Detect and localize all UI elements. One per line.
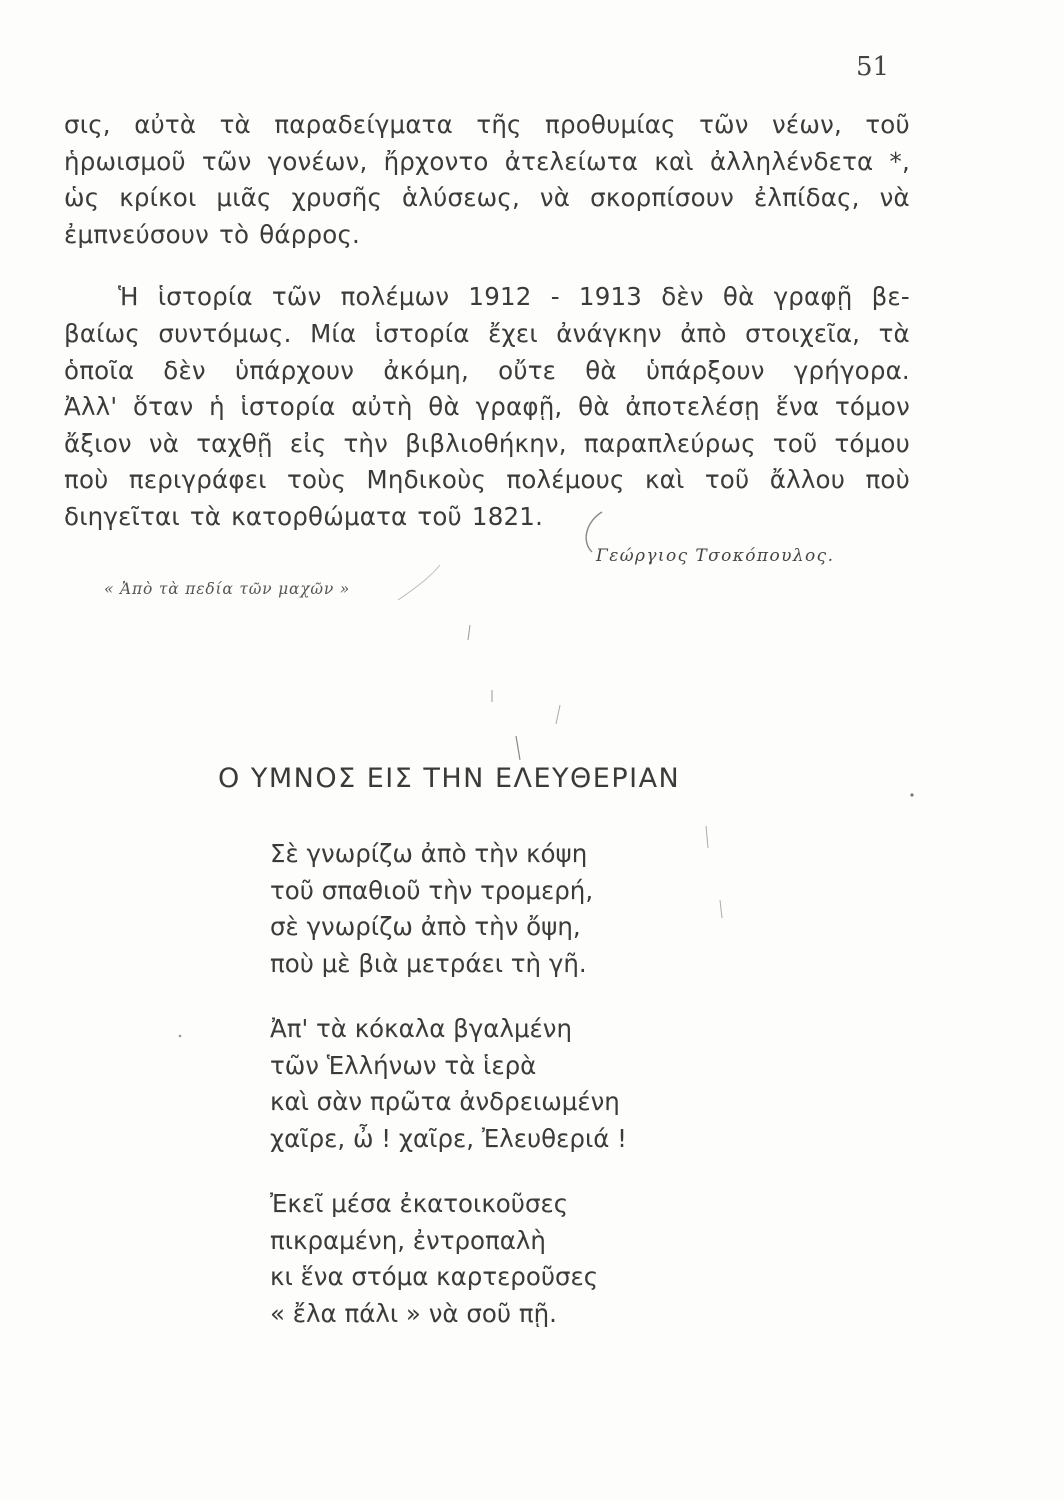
poem-verse: τοῦ σπαθιοῦ τὴν τρομερή, <box>270 875 594 905</box>
word: ἀπὸ <box>680 318 727 348</box>
word: δὲν <box>163 355 206 385</box>
word: τὰ <box>878 318 910 348</box>
word: 1912 <box>468 282 532 312</box>
word: περιγράφει <box>128 465 267 495</box>
word: ὡς <box>64 183 100 213</box>
pencil-stroke <box>516 736 520 760</box>
word: ἀνάγκην <box>556 318 662 348</box>
text-line <box>64 389 910 426</box>
word: βε- <box>871 282 910 312</box>
word: ἡρωισμοῦ <box>64 146 186 176</box>
text-line <box>64 462 910 499</box>
word: προθυμίας <box>545 110 676 139</box>
word: ὅταν <box>133 392 194 422</box>
poem-stanza <box>270 1186 627 1332</box>
poem-verse: Ἐκεῖ μέσα ἐκατοικοῦσες <box>270 1189 569 1218</box>
text-line <box>64 353 910 390</box>
poem-stanza <box>270 1011 627 1157</box>
pencil-stroke <box>556 705 560 724</box>
text-line <box>64 316 910 353</box>
word: γραφῇ, <box>475 392 563 422</box>
word: βιβλιοθήκην, <box>405 428 567 458</box>
word: ὑπάρξουν <box>645 355 765 385</box>
pencil-stroke <box>706 826 708 848</box>
word: ἀποτελέσῃ <box>625 392 760 422</box>
word: σις, <box>64 110 111 139</box>
word: ἱστορία <box>240 392 336 422</box>
word: τὴν <box>343 428 389 458</box>
word: στοιχεῖα, <box>745 318 861 348</box>
word: γρήγορα. <box>793 355 910 385</box>
word: ὁποῖα <box>64 355 135 385</box>
word: θὰ <box>722 282 755 312</box>
word: ἄξιον <box>64 428 132 458</box>
text-line <box>64 180 910 217</box>
text-line <box>64 279 910 316</box>
text-line <box>64 217 910 254</box>
word: μιᾶς <box>216 183 272 213</box>
word: νὰ <box>539 183 571 213</box>
word: νὰ <box>148 428 180 458</box>
word: *, <box>889 146 910 176</box>
word: σκορπίσουν <box>590 183 735 213</box>
word: παραδείγματα <box>274 110 453 139</box>
word: τοῦ <box>704 465 750 495</box>
word: - <box>550 282 560 312</box>
word: διηγεῖται <box>64 501 180 531</box>
word: οὔτε <box>498 355 557 385</box>
paragraph-2 <box>64 279 910 535</box>
word: τὰ <box>219 110 251 139</box>
word: πολέμους <box>506 465 625 495</box>
word: θὰ <box>428 392 460 422</box>
author-signature: Γεώργιος Τσοκόπουλος. <box>596 546 835 566</box>
word: ἐμπνεύσουν <box>64 219 210 249</box>
poem-verse: χαῖρε, ὦ ! χαῖρε, Ἐλευθεριά ! <box>270 1123 628 1153</box>
word: Ἀλλ' <box>64 392 118 422</box>
poem-verse: Ἀπ' τὰ κόκαλα βγαλμένη <box>270 1014 573 1043</box>
word: ἀλληλένδετα <box>709 146 874 176</box>
word: γονέων, <box>267 146 368 176</box>
word: ἄλλου <box>769 465 846 495</box>
word: γραφῇ <box>773 282 853 312</box>
page-number: 51 <box>856 52 890 82</box>
word: νὰ <box>879 183 910 213</box>
paragraph-1 <box>64 107 910 253</box>
word: βαίως <box>64 318 140 348</box>
word: νέων, <box>772 110 842 139</box>
word: αὐτὴ <box>351 392 413 422</box>
word: εἰς <box>289 428 327 458</box>
poem <box>270 836 627 1332</box>
text-line <box>64 107 910 144</box>
word: τοῦ <box>417 501 462 531</box>
word: τὰ <box>189 501 222 531</box>
word: χρυσῆς <box>291 183 383 213</box>
source-citation: « Ἀπὸ τὰ πεδία τῶν μαχῶν » <box>104 580 351 598</box>
pencil-stroke <box>468 625 470 640</box>
word: ποὺ <box>865 465 910 495</box>
poem-verse: πικραμένη, ἐντροπαλὴ <box>270 1225 546 1255</box>
word: ἁλύσεως, <box>402 183 520 213</box>
word: θὰ <box>578 392 610 422</box>
word: ἡ <box>209 392 225 422</box>
word: τόμον <box>834 392 910 422</box>
word: κατορθώματα <box>231 501 408 531</box>
word: ἕνα <box>775 392 820 422</box>
text-line <box>64 499 910 536</box>
word: ταχθῇ <box>196 428 273 458</box>
word: τῶν <box>271 282 322 312</box>
poem-verse: καὶ σὰν πρῶτα ἀνδρειωμένη <box>270 1087 620 1116</box>
word: καὶ <box>654 146 694 176</box>
text-line <box>64 144 910 181</box>
pencil-stroke <box>720 900 722 918</box>
word: ἱστορία <box>374 318 470 348</box>
word: δὲν <box>661 282 704 312</box>
word: τῶν <box>201 146 252 176</box>
word: 1821. <box>471 501 544 531</box>
word: ἀτελείωτα <box>504 146 639 176</box>
word: ὑπάρχουν <box>234 355 355 385</box>
text-line <box>64 426 910 463</box>
word: πολέμων <box>340 282 450 312</box>
pencil-stroke <box>398 565 440 600</box>
word: τοῦ <box>865 110 910 139</box>
poem-verse: Σὲ γνωρίζω ἀπὸ τὴν κόψη <box>270 839 588 868</box>
word: τὸ <box>219 219 250 249</box>
poem-verse: ποὺ μὲ βιὰ μετράει τὴ γῆ. <box>270 948 587 978</box>
word: τοῦ <box>772 428 818 458</box>
word: Μία <box>310 318 357 348</box>
poem-verse: κι ἕνα στόμα καρτεροῦσες <box>270 1262 599 1291</box>
word: ἱστορία <box>157 282 253 312</box>
word: ἤρχοντο <box>383 146 489 176</box>
word: 1913 <box>578 282 643 312</box>
word: Ἡ <box>118 282 139 312</box>
word: τῶν <box>699 110 749 139</box>
word: συντόμως. <box>158 318 292 348</box>
prose-text <box>64 107 910 536</box>
word: τῆς <box>476 110 522 139</box>
word: ἐλπίδας, <box>753 183 860 213</box>
word: τόμου <box>834 428 910 458</box>
word: αὐτὰ <box>134 110 197 139</box>
word: κρίκοι <box>119 183 197 213</box>
word: ἔχει <box>488 318 538 348</box>
word: θάρρος. <box>259 219 361 249</box>
word: καὶ <box>645 465 685 495</box>
poem-verse: σὲ γνωρίζω ἀπὸ τὴν ὄψη, <box>270 912 581 941</box>
poem-title: Ο ΥΜΝΟΣ ΕΙΣ ΤΗΝ ΕΛΕΥΘΕΡΙΑΝ <box>218 763 681 794</box>
word: θὰ <box>585 355 617 385</box>
pencil-dot <box>910 793 913 796</box>
word: ποὺ <box>64 465 109 495</box>
poem-verse: « ἔλα πάλι » νὰ σοῦ πῇ. <box>270 1298 557 1328</box>
word: τοὺς <box>287 465 347 495</box>
word: ἀκόμη, <box>383 355 469 385</box>
poem-stanza <box>270 836 627 982</box>
poem-verse: τῶν Ἑλλήνων τὰ ἱερὰ <box>270 1050 537 1080</box>
word: παραπλεύρως <box>583 428 756 458</box>
word: Μηδικοὺς <box>366 465 487 495</box>
pencil-dot <box>179 1035 182 1038</box>
